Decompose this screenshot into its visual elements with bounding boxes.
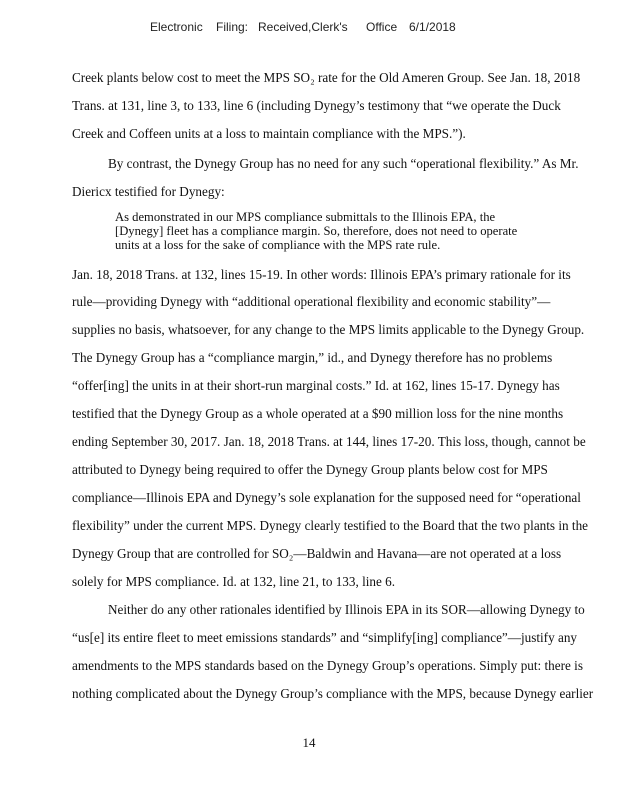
body-line: nothing complicated about the Dynegy Group’s compliance with the MPS, because Dynegy earlier (72, 686, 594, 701)
body-line: Creek plants below cost to meet the MPS SO₂ rate for the Old Ameren Group. See Jan. 18, 2018 (72, 70, 581, 85)
header-received-clerks: Received,Clerk's (258, 20, 348, 34)
body-line: Dynegy Group that are controlled for SO₂—Baldwin and Havana—are not operated at a loss (72, 546, 562, 561)
header-filing: Filing: (216, 20, 249, 34)
body-line: compliance—Illinois EPA and Dynegy’s sole explanation for the supposed need for “operational (72, 490, 581, 505)
quote-line: [Dynegy] fleet has a compliance margin. So, therefore, does not need to operate (115, 224, 518, 238)
body-line: rule—providing Dynegy with “additional operational flexibility and economic stability”— (72, 294, 551, 309)
body-line: solely for MPS compliance. Id. at 132, line 21, to 133, line 6. (72, 574, 396, 589)
header-date: 6/1/2018 (409, 20, 456, 34)
body-line: Diericx testified for Dynegy: (72, 184, 225, 199)
body-line: ending September 30, 2017. Jan. 18, 2018 Trans. at 144, lines 17-20. This loss, though, cannot be (72, 434, 586, 449)
body-line: The Dynegy Group has a “compliance margin,” id., and Dynegy therefore has no problems (72, 350, 553, 365)
body-line: Trans. at 131, line 3, to 133, line 6 (including Dynegy’s testimony that “we operate the Duck (72, 98, 561, 113)
body-line: flexibility” under the current MPS. Dynegy clearly testified to the Board that the two plants in the (72, 518, 589, 533)
quote-line: units at a loss for the sake of compliance with the MPS rate rule. (115, 238, 441, 252)
body-line: supplies no basis, whatsoever, for any change to the MPS limits applicable to the Dynegy Group. (72, 322, 585, 337)
body-line: attributed to Dynegy being required to offer the Dynegy Group plants below cost for MPS (72, 462, 548, 477)
header-office: Office (366, 20, 398, 34)
paragraph-start-line: By contrast, the Dynegy Group has no need for any such “operational flexibility.” As Mr. (108, 156, 579, 171)
body-line: “offer[ing] the units in at their short-run marginal costs.” Id. at 162, lines 15-17. Dynegy has (72, 378, 560, 393)
header-electronic: Electronic (150, 20, 203, 34)
body-line: testified that the Dynegy Group as a whole operated at a $90 million loss for the nine months (72, 406, 564, 421)
body-line: Jan. 18, 2018 Trans. at 132, lines 15-19. In other words: Illinois EPA’s primary rationale for its (72, 267, 571, 282)
page-number: 14 (302, 735, 316, 750)
body-line: “us[e] its entire fleet to meet emissions standards” and “simplify[ing] compliance”—justify any (72, 630, 578, 645)
body-line: amendments to the MPS standards based on the Dynegy Group’s operations. Simply put: there is (72, 658, 583, 673)
body-line: Creek and Coffeen units at a loss to maintain compliance with the MPS.”). (72, 126, 466, 141)
paragraph-start-line: Neither do any other rationales identified by Illinois EPA in its SOR—allowing Dynegy to (108, 602, 585, 617)
quote-line: As demonstrated in our MPS compliance submittals to the Illinois EPA, the (115, 210, 496, 224)
